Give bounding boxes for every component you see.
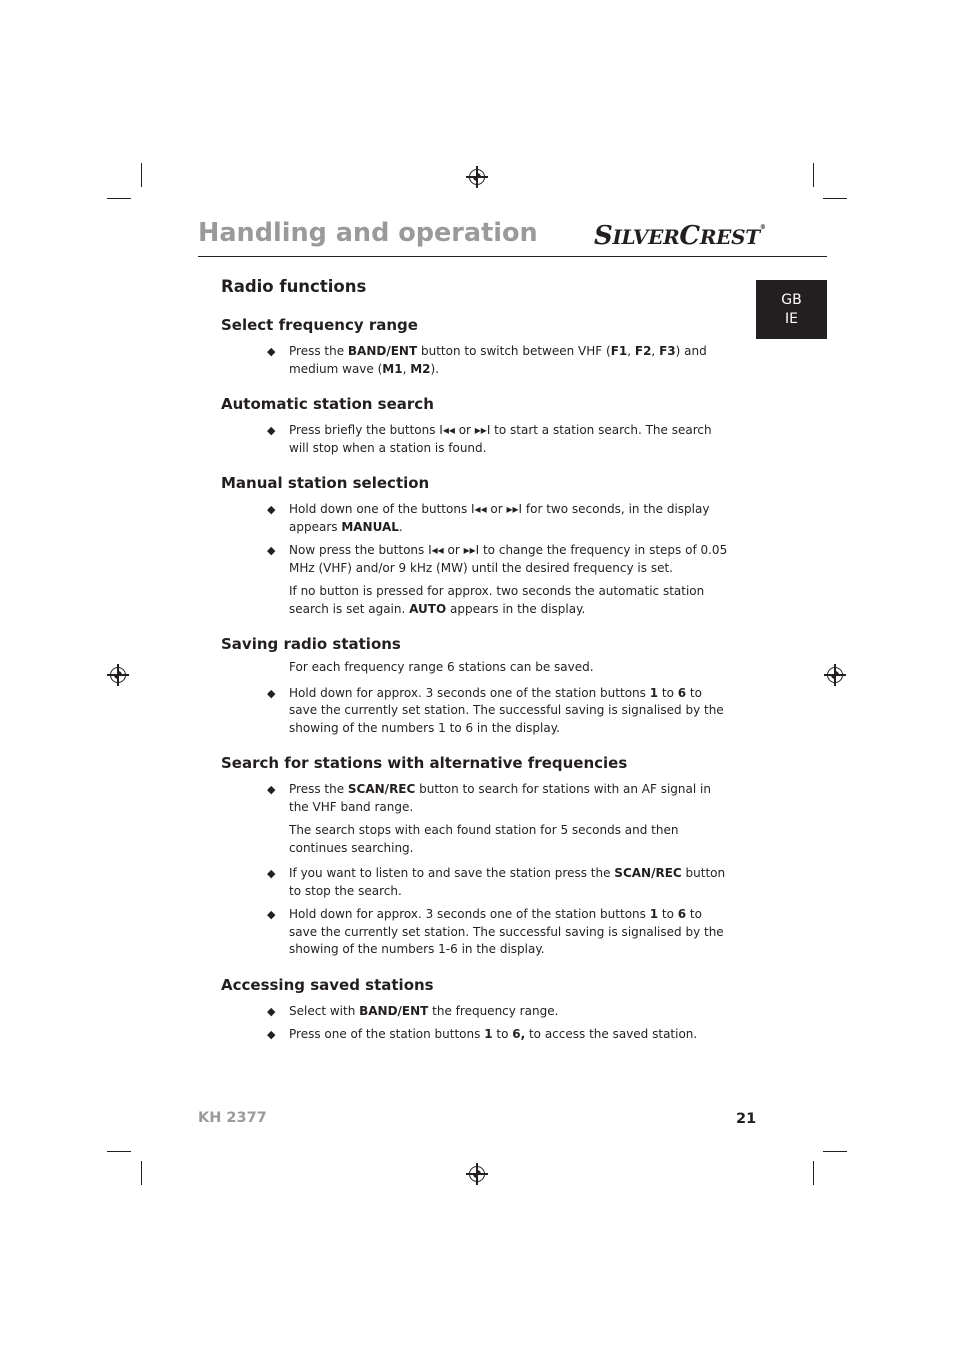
list-item: ◆ Now press the buttons I◂◂ or ▸▸I to change the frequency in steps of 0.05 MHz (VHF) and/or 9 kHz (MW) until the desired frequency is set. — [289, 542, 737, 577]
section-heading: Select frequency range — [221, 316, 418, 334]
list-item: ◆ Hold down for approx. 3 seconds one of the station buttons 1 to 6 to save the currently set station. The successful saving is signalised by the showing of the numbers 1 to 6 in the display. — [289, 685, 737, 738]
model-number: KH 2377 — [198, 1110, 267, 1126]
list-item: ◆ Select with BAND/ENT the frequency range. — [289, 1003, 737, 1021]
crop-mark — [141, 1161, 142, 1185]
list-item: ◆ Press the SCAN/REC button to search for stations with an AF signal in the VHF band range. — [289, 781, 737, 816]
header-rule — [198, 256, 827, 257]
crop-mark — [813, 163, 814, 187]
crop-mark — [107, 198, 131, 199]
section-heading: Manual station selection — [221, 474, 430, 492]
crop-mark — [813, 1161, 814, 1185]
section-alternative-frequencies — [221, 752, 737, 959]
page-number: 21 — [736, 1111, 757, 1127]
list-item: ◆ If you want to listen to and save the station press the SCAN/REC button to stop the search. — [289, 865, 737, 900]
section-heading: Search for stations with alternative frequencies — [221, 754, 628, 772]
section-manual-selection — [221, 472, 737, 618]
language-code-ie: IE — [785, 311, 798, 327]
registration-mark-icon — [110, 667, 126, 683]
bullet-list — [221, 685, 737, 738]
list-item: ◆ Hold down for approx. 3 seconds one of the station buttons 1 to 6 to save the currently set station. The successful saving is signalised by the showing of the numbers 1-6 in the display. — [289, 906, 737, 959]
crop-mark — [823, 198, 847, 199]
section-accessing-stations — [221, 974, 737, 1044]
paragraph: For each frequency range 6 stations can be saved. — [289, 660, 594, 674]
list-item: ◆ Hold down one of the buttons I◂◂ or ▸▸I for two seconds, in the display appears MANUAL. — [289, 501, 737, 536]
bullet-list — [221, 501, 737, 577]
list-item: ◆ Press the BAND/ENT button to switch between VHF (F1, F2, F3) and medium wave (M1, M2). — [289, 343, 737, 378]
section-heading: Saving radio stations — [221, 635, 401, 653]
language-code-gb: GB — [781, 292, 802, 308]
main-heading: Radio functions — [221, 277, 367, 296]
registration-mark-icon — [469, 169, 485, 185]
bullet-list — [221, 343, 737, 378]
list-item: ◆ Press briefly the buttons I◂◂ or ▸▸I to start a station search. The search will stop when a station is found. — [289, 422, 737, 457]
registration-mark-icon — [827, 667, 843, 683]
crop-mark — [107, 1151, 131, 1152]
paragraph: The search stops with each found station for 5 seconds and then continues searching. — [289, 823, 679, 855]
list-item: ◆ Press one of the station buttons 1 to 6, to access the saved station. — [289, 1026, 737, 1044]
section-heading: Automatic station search — [221, 395, 434, 413]
bullet-list — [221, 1003, 737, 1044]
registration-mark-icon — [469, 1166, 485, 1182]
section-select-frequency — [221, 314, 737, 378]
section-heading: Accessing saved stations — [221, 975, 434, 994]
main-content — [221, 275, 737, 1050]
bullet-list — [221, 422, 737, 457]
page-title: Handling and operation — [198, 218, 538, 248]
bullet-list — [221, 865, 737, 959]
paragraph: If no button is pressed for approx. two seconds the automatic station search is set again. AUTO appears in the display. — [289, 584, 705, 616]
crop-mark — [823, 1151, 847, 1152]
brand-logo: SILVERCREST® — [594, 221, 766, 251]
language-tab — [756, 280, 827, 339]
section-automatic-search — [221, 393, 737, 457]
section-saving-stations — [221, 633, 737, 737]
crop-mark — [141, 163, 142, 187]
bullet-list — [221, 781, 737, 816]
